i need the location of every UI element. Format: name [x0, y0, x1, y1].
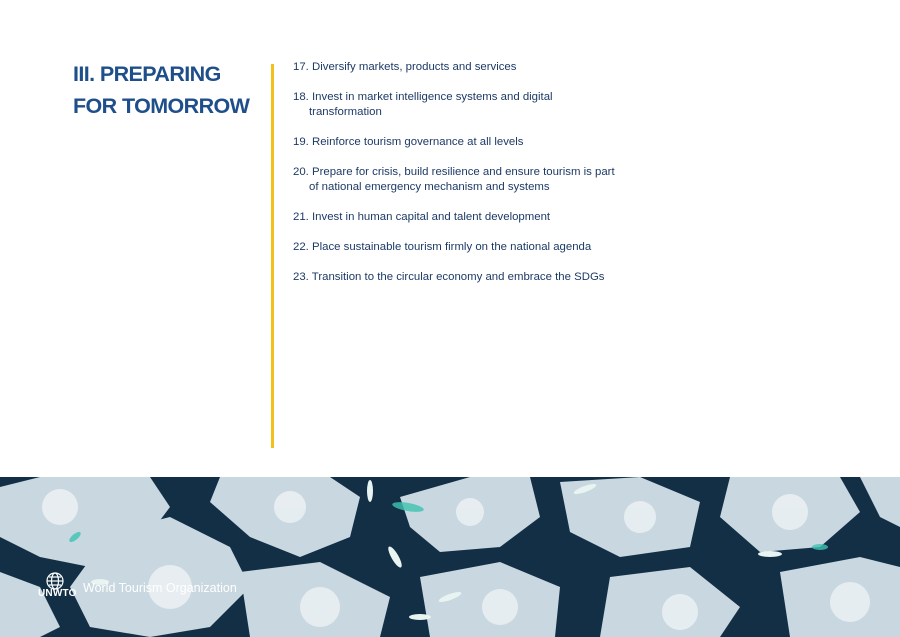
section-title: [73, 58, 263, 122]
list-item: 19. Reinforce tourism governance at all levels: [293, 136, 524, 148]
list-item: 22. Place sustainable tourism firmly on the national agenda: [293, 241, 592, 253]
list-item: 17. Diversify markets, products and services: [293, 61, 517, 73]
recommendations-list: [293, 60, 623, 300]
list-item: 20. Prepare for crisis, build resilience and ensure tourism is part of national emergency mechanism and systems: [293, 166, 615, 193]
list-item: 18. Invest in market intelligence systems and digital transformation: [293, 91, 553, 118]
organization-name: World Tourism Organization: [83, 581, 237, 595]
accent-divider: [271, 64, 274, 448]
list-item: 23. Transition to the circular economy and embrace the SDGs: [293, 271, 605, 283]
list-item: 21. Invest in human capital and talent development: [293, 211, 551, 223]
ice-water-banner-image: [0, 477, 900, 637]
unwto-logo-text: UNWTO: [38, 588, 77, 599]
section-title-line-1: III. PREPARING: [73, 62, 221, 86]
section-title-line-2: FOR TOMORROW: [73, 94, 250, 118]
